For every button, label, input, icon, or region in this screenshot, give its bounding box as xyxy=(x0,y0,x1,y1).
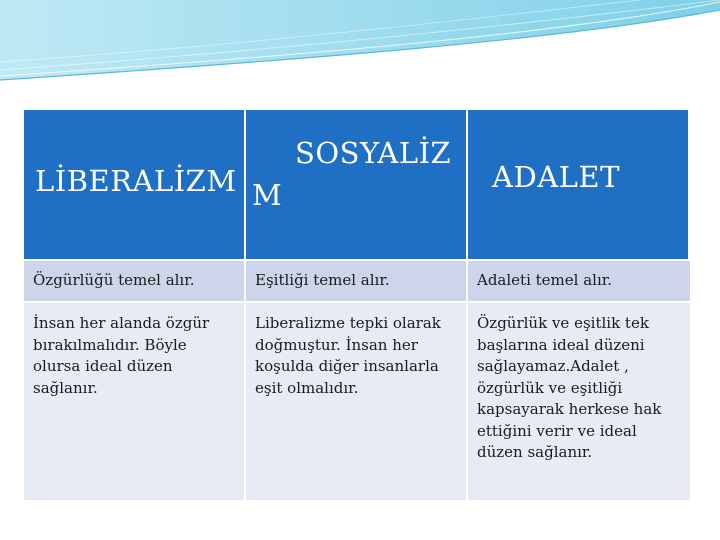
header-adalet xyxy=(468,110,690,261)
comparison-table xyxy=(24,110,690,502)
table-cell-r2-c3: Özgürlük ve eşitlik tek başlarına ideal düzeni sağlayamaz.Adalet , özgürlük ve eşitliği kapsayarak herkese hak ettiğini verir ve ideal düzen sağlanır. xyxy=(468,303,690,502)
header-sosyalizm-label: SOSYALİZ xyxy=(295,136,452,170)
table-cell-r2-c2: Liberalizme tepki olarak doğmuştur. İnsan her koşulda diğer insanlarla eşit olmalıdır. xyxy=(246,303,468,502)
table-cell-r1-c2: Eşitliği temel alır. xyxy=(246,261,468,303)
decorative-wave-banner xyxy=(0,0,720,100)
table-cell-r1-c1: Özgürlüğü temel alır. xyxy=(24,261,246,303)
header-adalet-label: ADALET xyxy=(492,160,620,194)
header-sosyalizm xyxy=(246,110,468,261)
table-cell-r1-c3: Adaleti temel alır. xyxy=(468,261,690,303)
header-liberalizm-label: LİBERALİZM xyxy=(35,164,237,198)
header-liberalizm xyxy=(24,110,246,261)
header-sosyalizm-label-wrap: M xyxy=(252,178,283,212)
table-cell-r2-c1: İnsan her alanda özgür bırakılmalıdır. Böyle olursa ideal düzen sağlanır. xyxy=(24,303,246,502)
